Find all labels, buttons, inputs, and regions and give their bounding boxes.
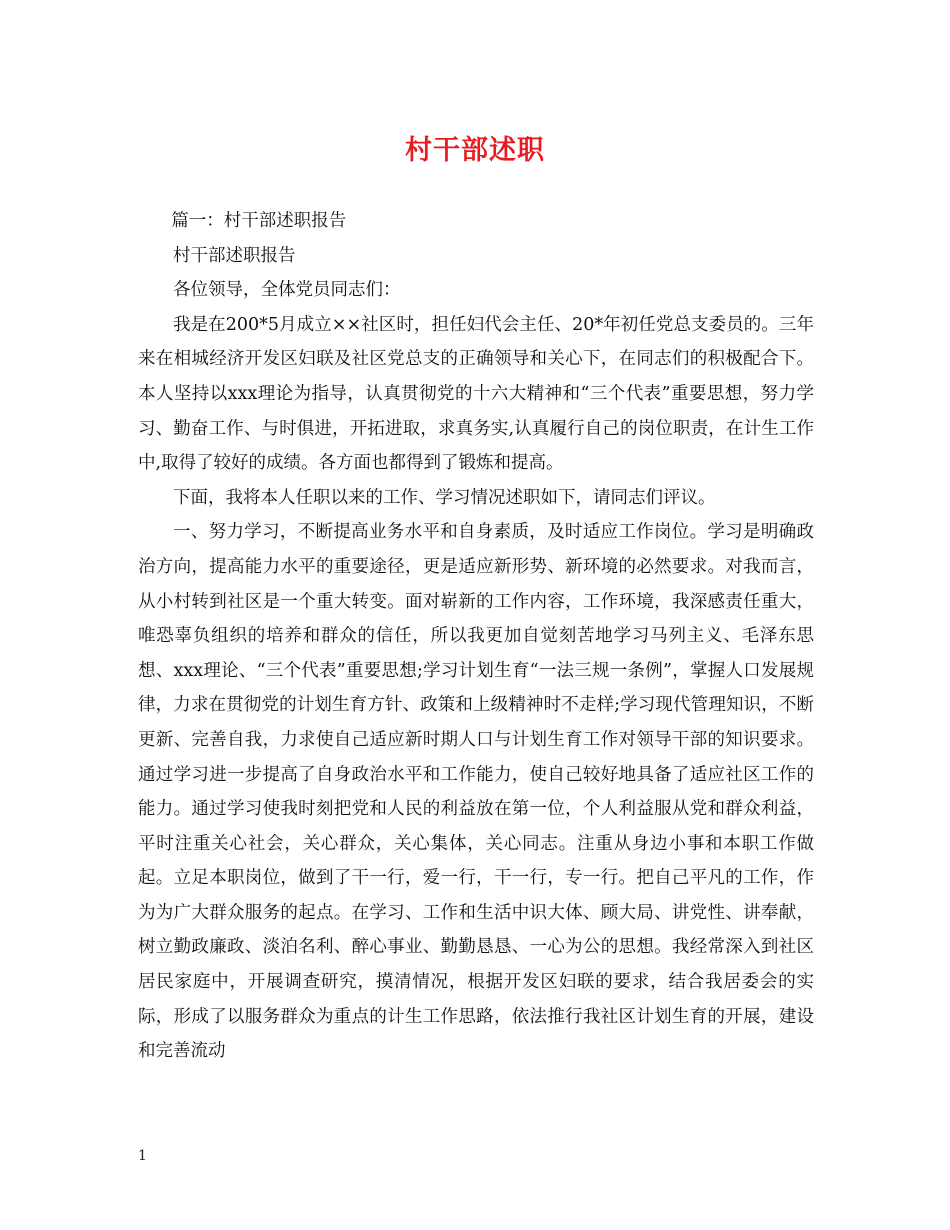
document-title: 村干部述职 — [405, 135, 545, 166]
paragraph-intro: 我是在200*5月成立××社区时，担任妇代会主任、20*年初任党总支委员的。三年来在相城经济开发区妇联及社区党总支的正确领导和关心下，在同志们的积极配合下。本人坚持以xxx理论为指导，认真贯彻党的十六大精神和“三个代表”重要思想，努力学习、勤奋工作、与时俱进，开拓进取，求真务实,认真履行自己的岗位职责，在计生工作中,取得了较好的成绩。各方面也都得到了锻炼和提高。 — [138, 314, 814, 474]
salutation: 各位领导，全体党员同志们： — [173, 280, 401, 301]
section-heading: 篇一：村干部述职报告 — [171, 211, 347, 231]
page-number: 1 — [138, 1148, 147, 1164]
document-body — [138, 204, 814, 1069]
paragraph-section-one: 一、努力学习，不断提高业务水平和自身素质，及时适应工作岗位。学习是明确政治方向，提高能力水平的重要途径，更是适应新形势、新环境的必然要求。对我而言，从小村转到社区是一个重大转变。面对崭新的工作内容，工作环境，我深感责任重大，唯恐辜负组织的培养和群众的信任，所以我更加自觉刻苦地学习马列主义、毛泽东思想、xxx理论、“三个代表”重要思想;学习计划生育“一法三规一条例”，掌握人口发展规律，力求在贯彻党的计划生育方针、政策和上级精神时不走样;学习现代管理知识，不断更新、完善自我，力求使自己适应新时期人口与计划生育工作对领导干部的知识要求。通过学习进一步提高了自身政治水平和工作能力，使自己较好地具备了适应社区工作的能力。通过学习使我时刻把党和人民的利益放在第一位，个人利益服从党和群众利益，平时注重关心社会，关心群众，关心集体，关心同志。注重从身边小事和本职工作做起。立足本职岗位，做到了干一行，爱一行，干一行，专一行。把自己平凡的工作，作为为广大群众服务的起点。在学习、工作和生活中识大体、顾大局、讲党性、讲奉献，树立勤政廉政、淡泊名利、醉心事业、勤勤恳恳、一心为公的思想。我经常深入到社区居民家庭中，开展调查研究，摸清情况，根据开发区妇联的要求，结合我居委会的实际，形成了以服务群众为重点的计生工作思路，依法推行我社区计划生育的开展，建设和完善流动 — [138, 522, 814, 1062]
report-title: 村干部述职报告 — [173, 245, 296, 266]
paragraph-transition: 下面，我将本人任职以来的工作、学习情况述职如下，请同志们评议。 — [173, 487, 716, 508]
